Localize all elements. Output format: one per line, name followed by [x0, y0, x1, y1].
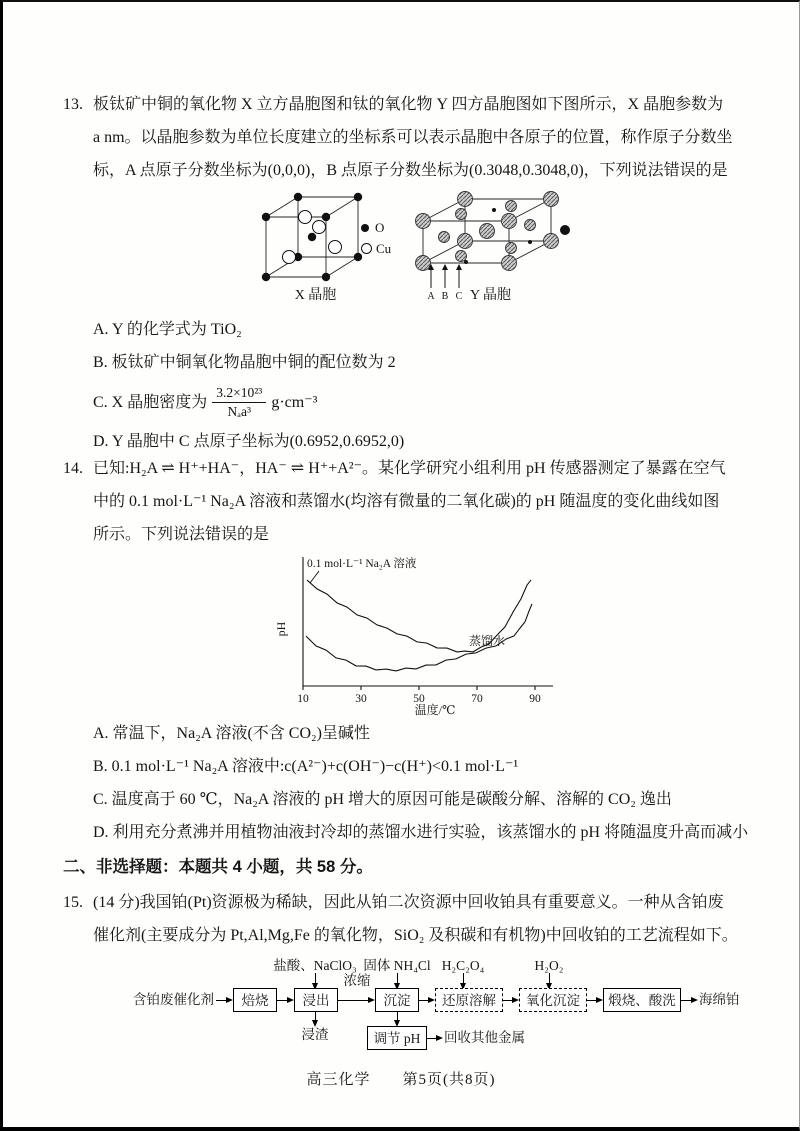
cu-atom-icon [361, 243, 372, 254]
series1-label: 0.1 mol·L⁻¹ Na₂A 溶液 [307, 558, 417, 570]
axis-b-label: B [441, 291, 449, 301]
reagent-oxidize: H₂O₂ [534, 958, 564, 973]
fraction-denominator: Nₐa³ [227, 403, 252, 419]
legend-cu-label: Cu [376, 241, 392, 256]
flow-input: 含铂废催化剂 [133, 992, 214, 1007]
tick-30: 30 [355, 693, 367, 705]
q13-option-b: B. 板钛矿中铜氧化物晶胞中铜的配位数为 2 [93, 354, 396, 371]
tick-70: 70 [471, 693, 483, 705]
q13-option-c-suffix: g·cm⁻³ [271, 393, 318, 411]
fraction-numerator: 3.2×10²³ [212, 384, 266, 403]
arrow-2 [277, 1000, 292, 1001]
q13-line-2: a nm。以晶胞参数为单位长度建立的坐标系可以表示晶胞中各原子的位置，称作原子分数坐 [93, 129, 733, 146]
o-atom-icon [361, 224, 369, 232]
q14-option-b: B. 0.1 mol·L⁻¹ Na₂A 溶液中:c(A²⁻)+c(OH⁻)−c(H⁺)<0.1 mol·L⁻¹ [93, 758, 519, 775]
q13-option-d: D. Y 晶胞中 C 点原子坐标为(0.6952,0.6952,0) [93, 433, 405, 450]
ph-temperature-chart [273, 551, 563, 717]
q14-line-1 [63, 452, 751, 485]
concentrate-label: 浓缩 [343, 973, 371, 988]
question-14 [63, 452, 751, 849]
q15-line-1 [63, 886, 751, 919]
tick-50: 50 [413, 693, 425, 705]
arrow-6 [587, 1000, 601, 1001]
legend-o-label: O [375, 220, 385, 235]
titanium-atoms [416, 192, 559, 271]
y-cell-diagram [411, 191, 566, 301]
reagent-reduce: H₂C₂O₄ [441, 958, 485, 973]
q15-line1-text: (14 分)我国铂(Pt)资源极为稀缺，因此从铂二次资源中回收铂具有重要意义。一种从含铂废 [93, 894, 724, 911]
reagent-precipitate: 固体 NH₄Cl [363, 958, 431, 973]
tick-10: 10 [297, 693, 309, 705]
flow-step-roast: 焙烧 [233, 988, 277, 1012]
q14-option-c: C. 温度高于 60 ℃，Na₂A 溶液的 pH 增大的原因可能是碳酸分解、溶解的 CO₂ 逸出 [93, 791, 672, 808]
arrow-8 [427, 1038, 441, 1039]
y-axis-label: pH [274, 621, 288, 637]
small-o-atoms [464, 208, 532, 264]
q14-ph-chart-figure [63, 551, 751, 717]
arrow-3-concentrate [338, 1000, 373, 1001]
arrow-5 [503, 1000, 517, 1001]
flow-step-calcine: 煅烧、酸洗 [603, 988, 681, 1012]
page-footer: 高三化学 第5页(共8页) [306, 1072, 496, 1088]
legend-o-row [361, 217, 391, 238]
q13-line-1 [63, 88, 751, 121]
tick-90: 90 [529, 693, 541, 705]
question-15 [63, 886, 751, 1056]
axis-c-label: C [455, 291, 463, 301]
q15-line-2: 催化剂(主要成分为 Pt,Al,Mg,Fe 的氧化物，SiO₂ 及积碳和有机物)中回收铂的工艺流程如下。 [93, 927, 738, 944]
arrow-1 [216, 1000, 231, 1001]
q13-line1-text: 板钛矿中铜的氧化物 X 立方晶胞图和钛的氧化物 Y 四方晶胞图如下图所示，X 晶胞参数为 [93, 96, 724, 113]
y-cell-caption: Y 晶胞 [469, 288, 512, 303]
flow-step-reduce: 还原溶解 [435, 988, 503, 1012]
q13-option-c [63, 379, 751, 425]
reagent-leach: 盐酸、NaClO₃ [273, 958, 357, 973]
arrow-7 [681, 1000, 696, 1001]
x-cell-diagram [258, 189, 373, 284]
q13-line-3: 标，A 点原子分数坐标为(0,0,0)，B 点原子分数坐标为(0.3048,0.3048,0)，下列说法错误的是 [93, 162, 728, 179]
q14-line-3: 所示。下列说法错误的是 [93, 526, 270, 543]
flow-step-oxidize: 氧化沉淀 [519, 988, 587, 1012]
q15-number: 15. [63, 894, 83, 911]
x-cell-legend [361, 217, 391, 259]
q13-option-a: A. Y 的化学式为 TiO₂ [93, 321, 242, 338]
axis-a-label: A [427, 291, 435, 301]
x-axis-label: 温度/℃ [414, 703, 456, 717]
q13-option-c-prefix: C. X 晶胞密度为 [93, 393, 208, 411]
q14-option-d: D. 利用充分煮沸并用植物油液封冷却的蒸馏水进行实验，该蒸馏水的 pH 将随温度升高而减小 [93, 824, 749, 841]
flow-step-precipitate: 沉淀 [375, 988, 419, 1012]
x-cell-caption: X 晶胞 [294, 288, 337, 303]
chart-curves [306, 580, 532, 671]
q14-number: 14. [63, 460, 83, 477]
arrow-4 [419, 1000, 433, 1001]
series1-leader-line [310, 571, 319, 583]
q14-option-a: A. 常温下，Na₂A 溶液(不含 CO₂)呈碱性 [93, 725, 370, 742]
legend-dot [560, 225, 570, 235]
flow-adjust-ph: 调节 pH [367, 1026, 427, 1050]
q13-crystal-figure [63, 187, 751, 313]
series2-label: 蒸馏水 [469, 634, 506, 648]
legend-cu-row [361, 238, 391, 259]
section-2-header: 二、非选择题：本题共 4 小题，共 58 分。 [63, 858, 373, 876]
q13-number: 13. [63, 96, 83, 113]
q14-line-2: 中的 0.1 mol·L⁻¹ Na₂A 溶液和蒸馏水(均溶有微量的二氧化碳)的 pH 随温度的变化曲线如图 [93, 493, 720, 510]
flow-residue: 浸渣 [301, 1027, 329, 1042]
flow-step-leach: 浸出 [294, 988, 338, 1012]
density-fraction [212, 384, 266, 420]
arrow-down-residue [315, 1012, 316, 1025]
flow-other-metals: 回收其他金属 [444, 1030, 525, 1045]
oxygen-atoms [262, 193, 362, 281]
q14-line1-text: 已知:H₂A ⇌ H⁺+HA⁻，HA⁻ ⇌ H⁺+A²⁻。某化学研究小组利用 pH 传感器测定了暴露在空气 [93, 460, 726, 477]
question-13 [63, 88, 751, 458]
abc-pointer-arrows [428, 264, 462, 288]
flow-output: 海绵铂 [699, 992, 740, 1007]
q15-process-flow-diagram [63, 960, 751, 1056]
chart-axes [303, 557, 553, 690]
